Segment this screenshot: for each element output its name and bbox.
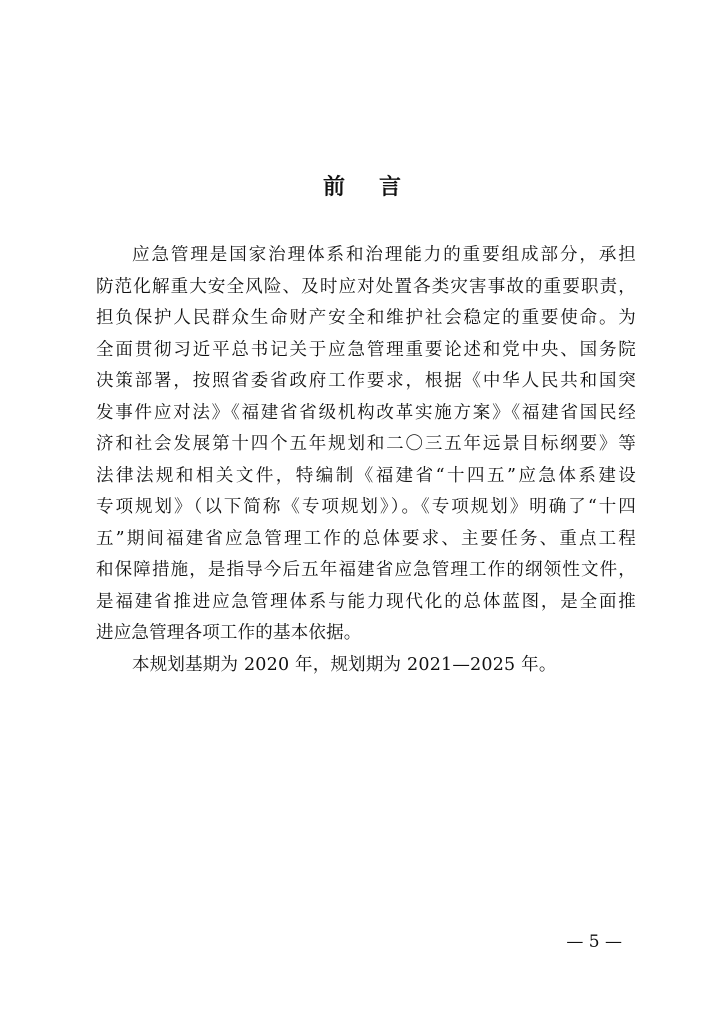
page-title <box>0 170 724 201</box>
page-footer <box>0 932 724 952</box>
title-char-1: 前 <box>322 174 345 200</box>
paragraph1-line: 发事件应对法》《福建省省级机构改革实施方案》《福建省国民经 <box>96 402 636 423</box>
paragraph1-line: 五”期间福建省应急管理工作的总体要求、主要任务、重点工程 <box>96 528 636 549</box>
paragraph1-line: 专项规划》（以下简称《专项规划》）。《专项规划》明确了“十四 <box>96 497 636 517</box>
paragraph1-line: 和保障措施，是指导今后五年福建省应急管理工作的纲领性文件， <box>96 560 636 580</box>
title-char-2: 言 <box>379 174 402 200</box>
paragraph1-line: 济和社会发展第十四个五年规划和二〇三五年远景目标纲要》等 <box>96 434 636 454</box>
paragraph1-line: 防范化解重大安全风险、及时应对处置各类灾害事故的重要职责， <box>96 276 636 297</box>
paragraph1-line: 法律法规和相关文件，特编制《福建省“十四五”应急体系建设 <box>96 465 636 486</box>
page-number: — 5 — <box>566 932 622 952</box>
paragraph1-line: 全面贯彻习近平总书记关于应急管理重要论述和党中央、国务院 <box>96 339 636 360</box>
paragraph1-line: 应急管理是国家治理体系和治理能力的重要组成部分，承担 <box>132 245 636 265</box>
paragraph1-line: 是福建省推进应急管理体系与能力现代化的总体蓝图，是全面推 <box>96 591 636 612</box>
paragraph1-line: 进应急管理各项工作的基本依据。 <box>96 623 362 643</box>
paragraph1-line: 决策部署，按照省委省政府工作要求，根据《中华人民共和国突 <box>96 371 636 391</box>
paragraph1-line: 担负保护人民群众生命财产安全和维护社会稳定的重要使命。为 <box>96 308 636 328</box>
preface-body <box>96 240 636 681</box>
paragraph2: 本规划基期为 2020 年，规划期为 2021—2025 年。 <box>132 654 557 675</box>
